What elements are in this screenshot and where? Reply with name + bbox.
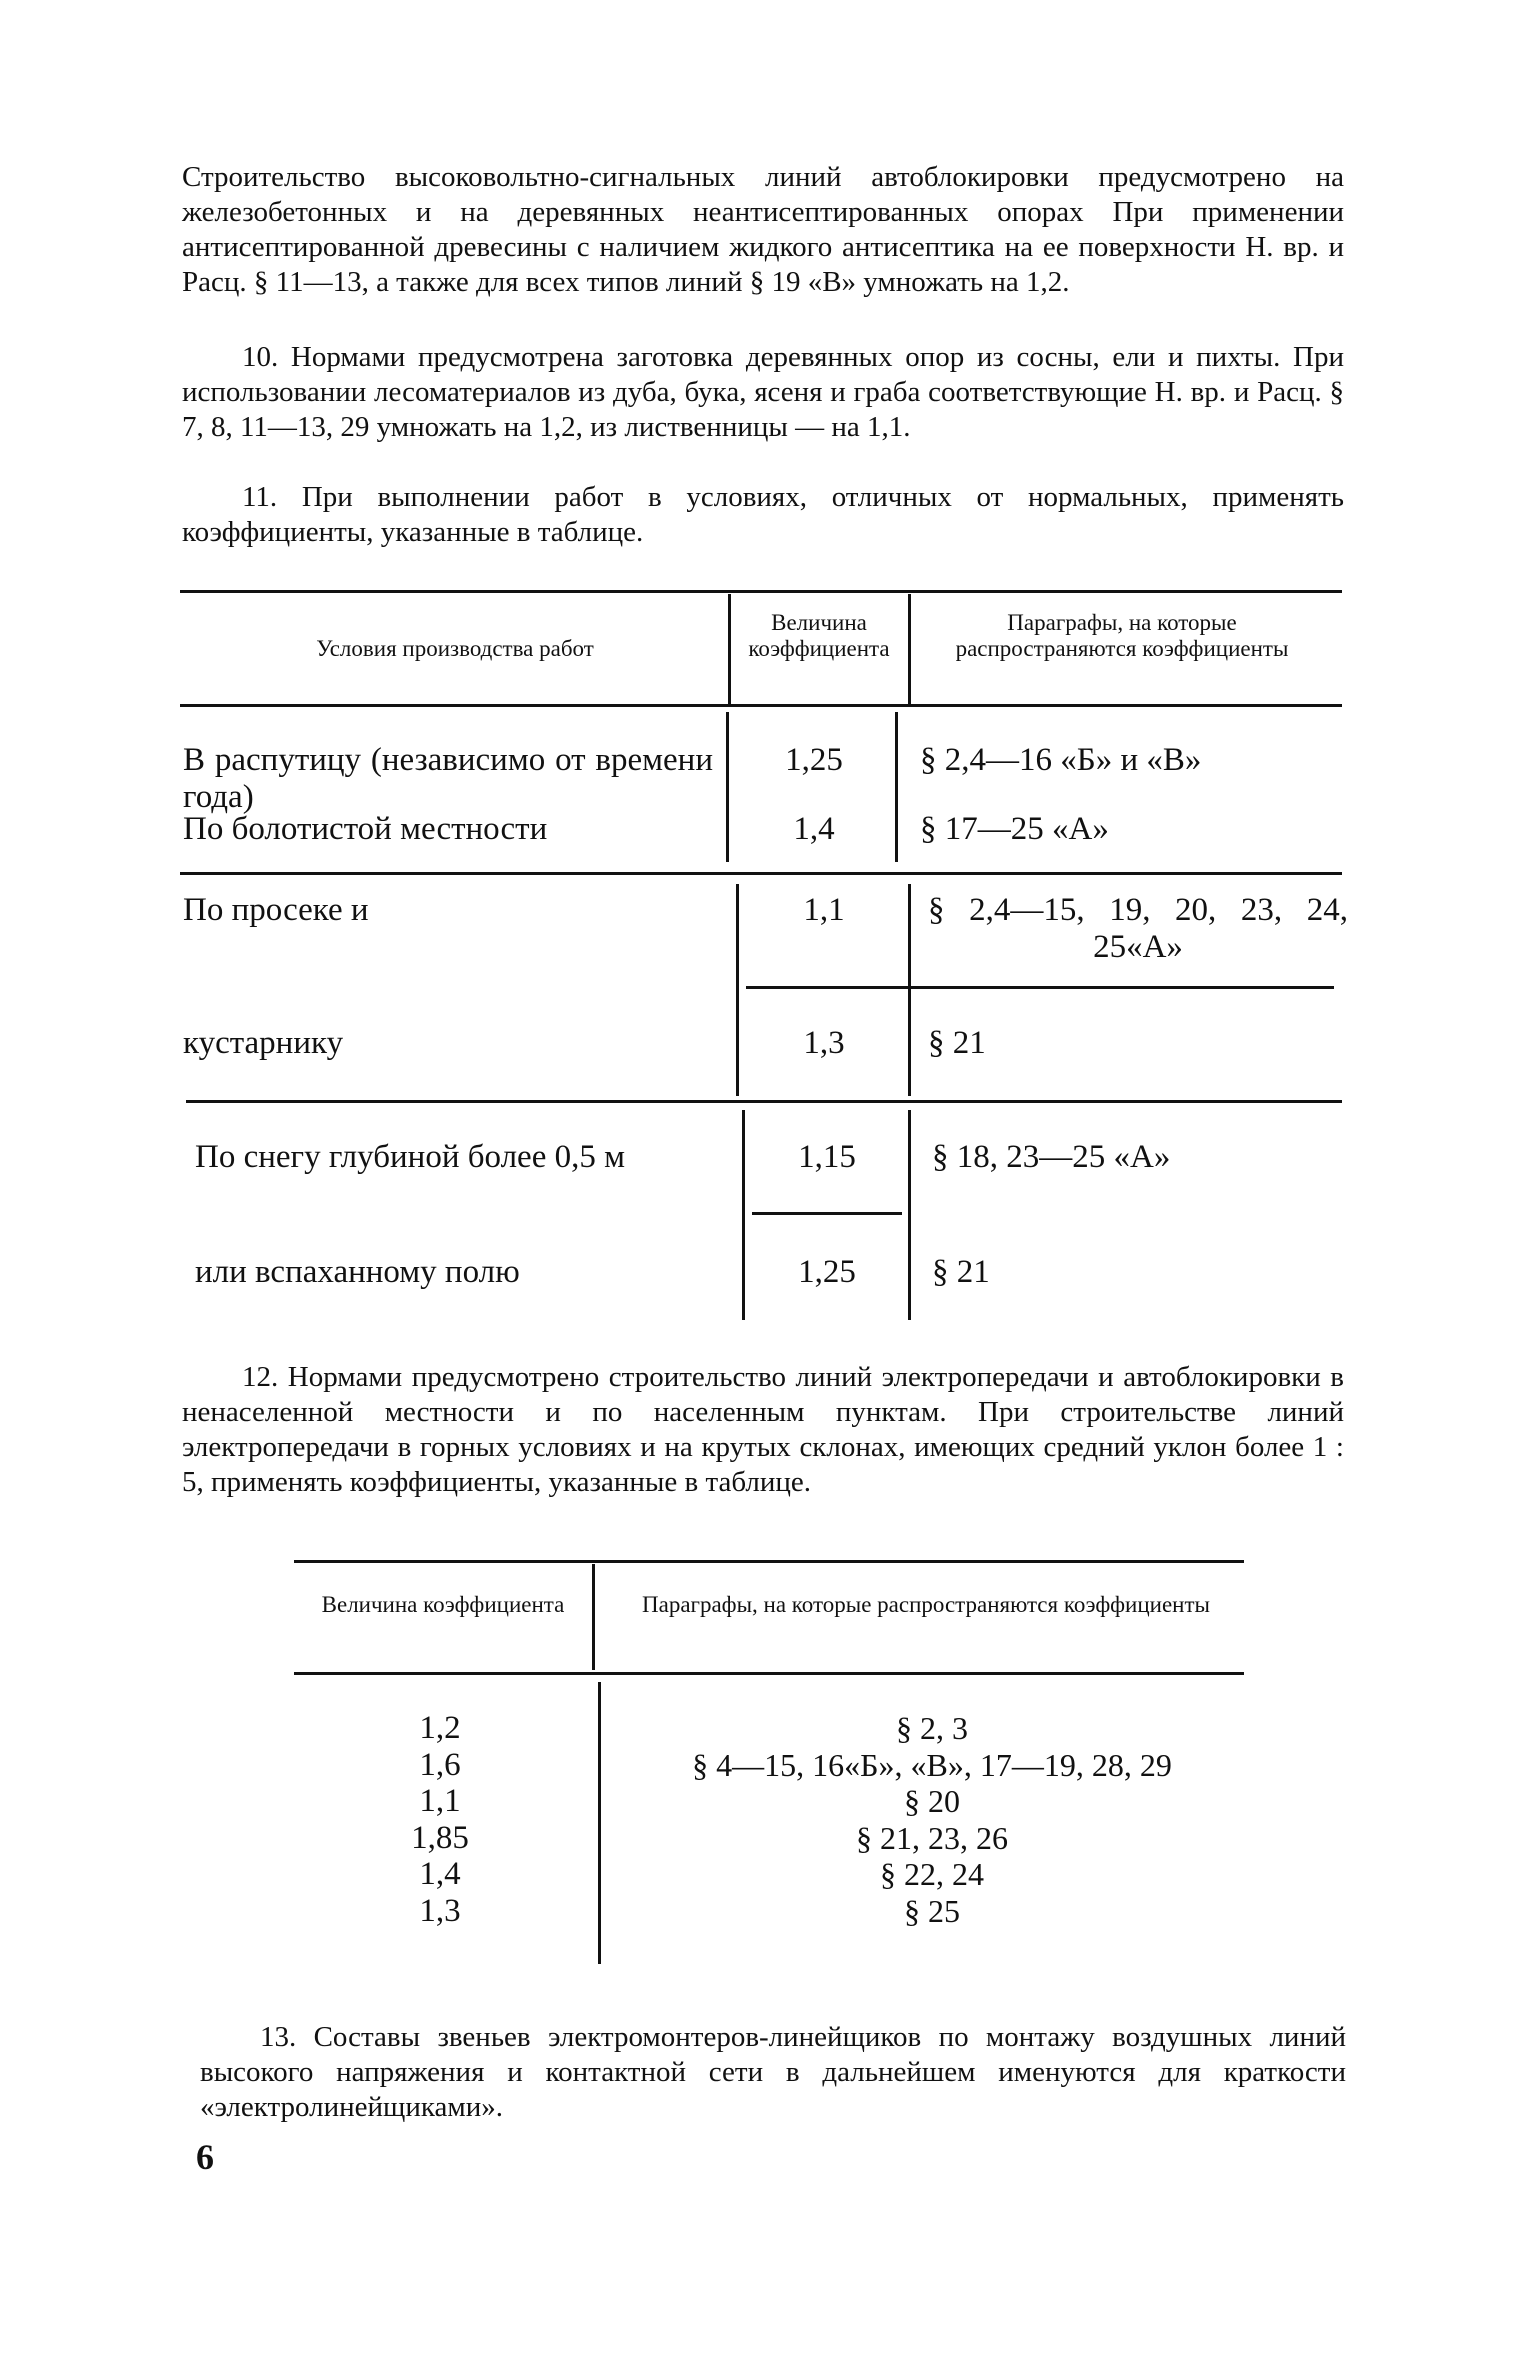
table1-divider [736,884,739,1096]
table1-value: 1,1 [803,892,845,928]
table2-value: 1,2 [419,1710,461,1746]
table1-condition: или вспаханному полю [195,1254,520,1290]
table1-header-conditions: Условия производства работ [316,636,594,661]
table1-inner-rule [752,1212,902,1215]
table1-sections: § 21 [928,1025,986,1061]
table2-value: 1,85 [411,1819,469,1856]
table2-top-rule [294,1560,1244,1563]
table1-header-divider [728,594,731,704]
table1-condition: В распутицу (независимо от времени года) [183,742,713,815]
table1-sections: § 2,4—15, 19, 20, 23, 24, 25«А» [928,892,1348,965]
table2-sections: § 2, 3 [896,1710,968,1746]
table1-value: 1,4 [793,811,835,847]
table1-group-rule [180,872,1342,875]
table2-sections: § 25 [904,1892,960,1929]
table1-group-rule [186,1100,1342,1103]
table1-value: 1,25 [785,742,843,778]
table1-value: 1,25 [798,1254,856,1290]
table2-values-column [400,1710,480,1929]
intro-paragraph: Строительство высоковольтно-сигнальных линий автоблокировки предусмотрено на железобетонных и на деревянных неантисептированных опорах При применении антисептированной древесины с наличием жидкого антисептика на ее поверхности Н. вр. и Расц. § 11—13, а также для всех типов линий § 19 «В» умножать на 1,2. [182,161,1344,298]
paragraph-11: 11. При выполнении работ в условиях, отличных от нормальных, применять коэффициенты, указанные в таблице. [182,481,1344,548]
table1-condition: По снегу глубиной более 0,5 м [195,1139,625,1175]
paragraph-12: 12. Нормами предусмотрено строительство линий электропередачи и автоблокировки в ненаселенной местности и по населенным пунктам. При строительстве линий электропередачи в горных условиях и на крутых склонах, имеющих средний уклон более 1 : 5, применять коэффициенты, указанные в таблице. [182,1361,1344,1498]
table2-header-rule [294,1672,1244,1675]
paragraph-10: 10. Нормами предусмотрена заготовка деревянных опор из сосны, ели и пихты. При использовании лесоматериалов из дуба, бука, ясеня и граба соответствующие Н. вр. и Расц. § 7, 8, 11—13, 29 умножать на 1,2, из лиственницы — на 1,1. [182,341,1344,443]
table2-sections: § 22, 24 [880,1856,984,1892]
table2-value: 1,1 [419,1783,461,1819]
table1-inner-rule [746,986,1334,989]
page-number: 6 [196,2137,214,2177]
table1-sections: § 2,4—16 «Б» и «В» [920,742,1202,778]
table2-sections-column [604,1710,1260,1929]
table1-header-paragraphs: Параграфы, на которые распространяются коэффициенты [955,610,1289,661]
table1-divider [742,1110,745,1320]
table1-header-coefficient: Величина коэффициента [748,610,890,661]
paragraph-13: 13. Составы звеньев электромонтеров-линейщиков по монтажу воздушных линий высокого напряжения и контактной сети в дальнейшем именуются для краткости «электролинейщиками». [200,2021,1346,2123]
table1-header-rule [180,704,1342,707]
table1-divider [908,884,911,1096]
table1-divider [908,1110,911,1320]
table1-value: 1,3 [803,1025,845,1061]
table1-sections: § 17—25 «А» [920,811,1109,847]
table2-value: 1,6 [419,1746,461,1783]
table2-sections: § 20 [904,1783,960,1819]
table2-header-divider [592,1564,595,1670]
table1-top-rule [180,590,1342,593]
table1-sections: § 21 [932,1254,990,1290]
table1-sections: § 18, 23—25 «А» [932,1139,1171,1175]
table1-header-divider [908,594,911,704]
table1-divider [895,712,898,862]
table1-condition: По болотистой местности [183,811,548,847]
table1-condition: кустарнику [183,1025,344,1061]
table2-header-coefficient: Величина коэффициента [321,1592,565,1617]
table2-value: 1,4 [419,1856,461,1892]
table1-value: 1,15 [798,1139,856,1175]
table2-sections: § 4—15, 16«Б», «В», 17—19, 28, 29 [692,1746,1172,1783]
table2-sections: § 21, 23, 26 [856,1819,1008,1856]
table2-divider [598,1682,601,1964]
table2-header-paragraphs: Параграфы, на которые распространяются коэффициенты [642,1592,1210,1617]
table1-condition: По просеке и [183,892,369,928]
table1-divider [726,712,729,862]
table2-value: 1,3 [419,1892,461,1929]
